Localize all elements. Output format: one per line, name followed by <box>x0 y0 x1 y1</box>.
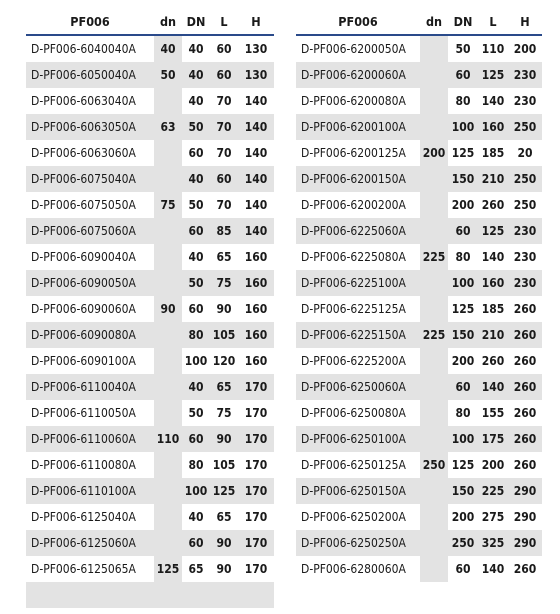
header-L: L <box>210 8 238 35</box>
part-code-cell: D-PF006-6250060A <box>296 374 420 400</box>
H-cell: 140 <box>238 166 274 192</box>
part-code-cell: D-PF006-6225200A <box>301 354 406 368</box>
dn-cell: 125 <box>154 556 182 582</box>
header-H: H <box>508 8 542 35</box>
part-code-cell: D-PF006-6200200A <box>301 198 406 212</box>
part-code-cell: D-PF006-6110060A <box>26 426 154 452</box>
part-code-cell: D-PF006-6250250A <box>296 530 420 556</box>
dn-cell <box>420 192 448 218</box>
DN-cell: 40 <box>188 42 204 56</box>
dn-cell <box>154 348 182 374</box>
table-row <box>296 35 542 62</box>
DN-cell: 250 <box>448 530 478 556</box>
H-cell: 230 <box>508 62 542 88</box>
part-code-cell: D-PF006-6125060A <box>26 530 154 556</box>
table-row <box>26 374 274 400</box>
H-cell: 250 <box>513 198 537 212</box>
dn-cell <box>154 270 182 296</box>
DN-cell: 60 <box>448 374 478 400</box>
H-cell: 260 <box>513 406 537 420</box>
dn-cell <box>154 504 182 530</box>
DN-cell: 40 <box>182 62 210 88</box>
DN-cell: 60 <box>182 426 210 452</box>
table-row <box>26 270 274 296</box>
L-cell: 105 <box>210 322 238 348</box>
dn-cell <box>420 296 448 322</box>
H-cell: 160 <box>244 302 268 316</box>
L-cell: 175 <box>478 426 508 452</box>
table-row <box>26 166 274 192</box>
part-code-cell: D-PF006-6075050A <box>31 198 136 212</box>
DN-cell: 80 <box>182 322 210 348</box>
L-cell: 140 <box>481 562 505 576</box>
part-code-cell: D-PF006-6110080A <box>31 458 136 472</box>
DN-cell: 60 <box>448 62 478 88</box>
table-row <box>296 114 542 140</box>
part-code-cell: D-PF006-6125065A <box>31 562 136 576</box>
dn-cell <box>154 530 182 556</box>
L-cell: 160 <box>478 114 508 140</box>
table-row <box>26 426 274 452</box>
table-row <box>26 218 274 244</box>
L-cell: 325 <box>478 530 508 556</box>
part-code-cell: D-PF006-6225060A <box>296 218 420 244</box>
L-cell: 90 <box>216 302 232 316</box>
table-row <box>26 582 274 608</box>
table-row <box>26 530 274 556</box>
L-cell: 140 <box>481 94 505 108</box>
dn-cell: 225 <box>420 244 448 270</box>
header-H: H <box>238 8 274 35</box>
DN-cell: 50 <box>182 270 210 296</box>
part-code-cell: D-PF006-6050040A <box>26 62 154 88</box>
table-row <box>26 400 274 426</box>
part-code-cell: D-PF006-6225125A <box>301 302 406 316</box>
H-cell: 170 <box>238 478 274 504</box>
H-cell: 130 <box>244 42 268 56</box>
L-cell: 260 <box>481 354 505 368</box>
H-cell: 140 <box>244 146 268 160</box>
L-cell: 210 <box>478 322 508 348</box>
L-cell <box>210 582 238 608</box>
dn-cell <box>154 166 182 192</box>
part-code-cell: D-PF006-6280060A <box>301 562 406 576</box>
DN-cell: 40 <box>188 94 204 108</box>
H-cell: 170 <box>238 530 274 556</box>
table-row <box>26 296 274 322</box>
DN-cell: 150 <box>448 322 478 348</box>
DN-cell: 40 <box>182 374 210 400</box>
dn-cell <box>154 244 182 270</box>
part-code-cell: D-PF006-6200150A <box>296 166 420 192</box>
part-code-cell: D-PF006-6125040A <box>31 510 136 524</box>
table-row <box>26 114 274 140</box>
DN-cell: 100 <box>448 426 478 452</box>
L-cell: 70 <box>216 94 232 108</box>
table-row <box>296 400 542 426</box>
L-cell: 140 <box>481 250 505 264</box>
part-code-cell: D-PF006-6225080A <box>301 250 406 264</box>
header-L: L <box>478 8 508 35</box>
header-code: PF006 <box>296 8 420 35</box>
table-row <box>296 244 542 270</box>
H-cell: 260 <box>508 322 542 348</box>
table-row <box>296 192 542 218</box>
H-cell: 290 <box>508 530 542 556</box>
L-cell: 85 <box>210 218 238 244</box>
H-cell <box>238 582 274 608</box>
H-cell: 130 <box>238 62 274 88</box>
H-cell: 170 <box>244 562 268 576</box>
table-row <box>26 244 274 270</box>
DN-cell: 80 <box>188 458 204 472</box>
table-row <box>26 322 274 348</box>
DN-cell: 125 <box>451 458 475 472</box>
dn-cell <box>154 140 182 166</box>
part-code-cell: D-PF006-6225150A <box>296 322 420 348</box>
dn-cell <box>420 478 448 504</box>
part-code-cell: D-PF006-6200080A <box>301 94 406 108</box>
table-row <box>26 556 274 582</box>
L-cell: 185 <box>481 302 505 316</box>
H-cell: 170 <box>238 374 274 400</box>
L-cell: 65 <box>216 510 232 524</box>
DN-cell: 50 <box>188 198 204 212</box>
right-spec-table <box>296 8 542 582</box>
H-cell: 20 <box>517 146 533 160</box>
DN-cell: 60 <box>455 562 471 576</box>
H-cell: 260 <box>513 562 537 576</box>
L-cell: 90 <box>210 530 238 556</box>
part-code-cell: D-PF006-6090080A <box>26 322 154 348</box>
L-cell: 70 <box>216 198 232 212</box>
H-cell: 260 <box>513 458 537 472</box>
DN-cell: 40 <box>182 166 210 192</box>
table-row <box>296 426 542 452</box>
H-cell: 140 <box>238 114 274 140</box>
dn-cell: 50 <box>154 62 182 88</box>
DN-cell: 50 <box>188 406 204 420</box>
H-cell: 230 <box>513 94 537 108</box>
part-code-cell: D-PF006-6250150A <box>296 478 420 504</box>
table-row <box>296 374 542 400</box>
left-table-body <box>26 35 274 608</box>
H-cell: 170 <box>244 510 268 524</box>
H-cell: 260 <box>513 354 537 368</box>
part-code-cell: D-PF006-6090040A <box>31 250 136 264</box>
L-cell: 90 <box>210 426 238 452</box>
table-row <box>296 348 542 374</box>
right-header-row <box>296 8 542 35</box>
table-row <box>296 62 542 88</box>
H-cell: 290 <box>513 510 537 524</box>
DN-cell: 50 <box>182 114 210 140</box>
L-cell: 75 <box>210 270 238 296</box>
L-cell: 125 <box>478 218 508 244</box>
table-row <box>26 140 274 166</box>
dn-cell <box>420 62 448 88</box>
table-row <box>296 270 542 296</box>
DN-cell: 100 <box>182 478 210 504</box>
part-code-cell: D-PF006-6200060A <box>296 62 420 88</box>
part-code-cell: D-PF006-6090060A <box>31 302 136 316</box>
part-code-cell: D-PF006-6040040A <box>31 42 136 56</box>
H-cell: 260 <box>508 374 542 400</box>
dn-cell: 250 <box>420 452 448 478</box>
table-row <box>296 166 542 192</box>
DN-cell: 60 <box>448 218 478 244</box>
part-code-cell: D-PF006-6110100A <box>26 478 154 504</box>
part-code-cell: D-PF006-6200100A <box>296 114 420 140</box>
DN-cell: 60 <box>188 302 204 316</box>
dn-cell: 75 <box>154 192 182 218</box>
L-cell: 155 <box>481 406 505 420</box>
part-code-cell: D-PF006-6075040A <box>26 166 154 192</box>
DN-cell: 50 <box>455 42 471 56</box>
H-cell: 140 <box>238 218 274 244</box>
H-cell: 260 <box>508 426 542 452</box>
DN-cell: 200 <box>451 354 475 368</box>
DN-cell: 100 <box>448 114 478 140</box>
L-cell: 60 <box>210 62 238 88</box>
DN-cell <box>182 582 210 608</box>
part-code-cell: D-PF006-6200125A <box>301 146 406 160</box>
table-row <box>296 218 542 244</box>
table-row <box>296 556 542 582</box>
dn-cell <box>154 88 182 114</box>
part-code-cell: D-PF006-6200050A <box>301 42 406 56</box>
dn-cell <box>420 530 448 556</box>
table-row <box>26 478 274 504</box>
table-row <box>26 504 274 530</box>
right-table-body <box>296 35 542 582</box>
dn-cell <box>420 556 448 582</box>
dn-cell <box>154 582 182 608</box>
H-cell: 170 <box>238 426 274 452</box>
L-cell: 225 <box>478 478 508 504</box>
dn-cell: 63 <box>154 114 182 140</box>
table-row <box>296 322 542 348</box>
H-cell: 170 <box>244 458 268 472</box>
table-row <box>296 452 542 478</box>
dn-cell: 90 <box>154 296 182 322</box>
L-cell: 260 <box>481 198 505 212</box>
H-cell: 230 <box>513 250 537 264</box>
table-row <box>296 530 542 556</box>
table-row <box>26 62 274 88</box>
H-cell: 140 <box>244 198 268 212</box>
dn-cell <box>420 88 448 114</box>
table-row <box>296 88 542 114</box>
table-row <box>26 35 274 62</box>
header-dn: dn <box>154 8 182 35</box>
DN-cell: 150 <box>448 478 478 504</box>
part-code-cell <box>26 582 154 608</box>
dn-cell <box>420 35 448 62</box>
H-cell: 140 <box>244 94 268 108</box>
L-cell: 90 <box>216 562 232 576</box>
dn-cell: 40 <box>154 35 182 62</box>
DN-cell: 125 <box>451 302 475 316</box>
part-code-cell: D-PF006-6250080A <box>301 406 406 420</box>
header-code: PF006 <box>26 8 154 35</box>
left-spec-table <box>26 8 274 608</box>
L-cell: 125 <box>210 478 238 504</box>
DN-cell: 200 <box>451 198 475 212</box>
part-code-cell: D-PF006-6063040A <box>31 94 136 108</box>
H-cell: 160 <box>244 250 268 264</box>
L-cell: 120 <box>212 354 236 368</box>
part-code-cell: D-PF006-6250200A <box>301 510 406 524</box>
dn-cell <box>154 400 182 426</box>
dn-cell <box>154 478 182 504</box>
DN-cell: 100 <box>448 270 478 296</box>
part-code-cell: D-PF006-6075060A <box>26 218 154 244</box>
dn-cell <box>420 504 448 530</box>
H-cell: 250 <box>508 114 542 140</box>
dn-cell <box>154 374 182 400</box>
table-row <box>296 504 542 530</box>
L-cell: 70 <box>216 146 232 160</box>
left-header-row <box>26 8 274 35</box>
table-row <box>296 296 542 322</box>
dn-cell <box>420 270 448 296</box>
dn-cell: 110 <box>154 426 182 452</box>
part-code-cell: D-PF006-6110040A <box>26 374 154 400</box>
L-cell: 200 <box>481 458 505 472</box>
H-cell: 200 <box>513 42 537 56</box>
L-cell: 75 <box>216 406 232 420</box>
DN-cell: 80 <box>455 250 471 264</box>
table-row <box>296 140 542 166</box>
H-cell: 250 <box>508 166 542 192</box>
DN-cell: 150 <box>448 166 478 192</box>
dn-cell <box>420 114 448 140</box>
table-row <box>26 452 274 478</box>
part-code-cell: D-PF006-6225100A <box>296 270 420 296</box>
L-cell: 160 <box>478 270 508 296</box>
H-cell: 160 <box>244 354 268 368</box>
L-cell: 110 <box>481 42 505 56</box>
DN-cell: 60 <box>188 146 204 160</box>
DN-cell: 200 <box>451 510 475 524</box>
DN-cell: 80 <box>455 406 471 420</box>
H-cell: 170 <box>244 406 268 420</box>
part-code-cell: D-PF006-6063050A <box>26 114 154 140</box>
table-row <box>296 478 542 504</box>
part-code-cell: D-PF006-6090100A <box>31 354 136 368</box>
L-cell: 60 <box>216 42 232 56</box>
DN-cell: 125 <box>451 146 475 160</box>
DN-cell: 40 <box>188 250 204 264</box>
header-DN: DN <box>182 8 210 35</box>
table-row <box>26 192 274 218</box>
dn-cell <box>420 218 448 244</box>
H-cell: 160 <box>238 270 274 296</box>
dn-cell <box>420 166 448 192</box>
H-cell: 260 <box>513 302 537 316</box>
L-cell: 60 <box>210 166 238 192</box>
L-cell: 125 <box>478 62 508 88</box>
header-DN: DN <box>448 8 478 35</box>
dn-cell <box>420 426 448 452</box>
H-cell: 290 <box>508 478 542 504</box>
H-cell: 230 <box>508 218 542 244</box>
H-cell: 230 <box>508 270 542 296</box>
DN-cell: 40 <box>188 510 204 524</box>
L-cell: 185 <box>481 146 505 160</box>
L-cell: 70 <box>210 114 238 140</box>
table-row <box>26 88 274 114</box>
dn-cell <box>154 322 182 348</box>
part-code-cell: D-PF006-6250125A <box>301 458 406 472</box>
part-code-cell: D-PF006-6063060A <box>31 146 136 160</box>
L-cell: 65 <box>210 374 238 400</box>
DN-cell: 65 <box>188 562 204 576</box>
part-code-cell: D-PF006-6090050A <box>26 270 154 296</box>
dn-cell: 225 <box>420 322 448 348</box>
L-cell: 140 <box>478 374 508 400</box>
H-cell: 160 <box>238 322 274 348</box>
L-cell: 105 <box>212 458 236 472</box>
L-cell: 275 <box>481 510 505 524</box>
table-row <box>26 348 274 374</box>
part-code-cell: D-PF006-6110050A <box>31 406 136 420</box>
DN-cell: 60 <box>182 530 210 556</box>
dn-cell <box>154 452 182 478</box>
dn-cell <box>420 400 448 426</box>
DN-cell: 100 <box>184 354 208 368</box>
part-code-cell: D-PF006-6250100A <box>296 426 420 452</box>
dn-cell <box>420 374 448 400</box>
dn-cell: 200 <box>420 140 448 166</box>
DN-cell: 60 <box>182 218 210 244</box>
dn-cell <box>420 348 448 374</box>
DN-cell: 80 <box>455 94 471 108</box>
L-cell: 65 <box>216 250 232 264</box>
dn-cell <box>154 218 182 244</box>
L-cell: 210 <box>478 166 508 192</box>
header-dn: dn <box>420 8 448 35</box>
